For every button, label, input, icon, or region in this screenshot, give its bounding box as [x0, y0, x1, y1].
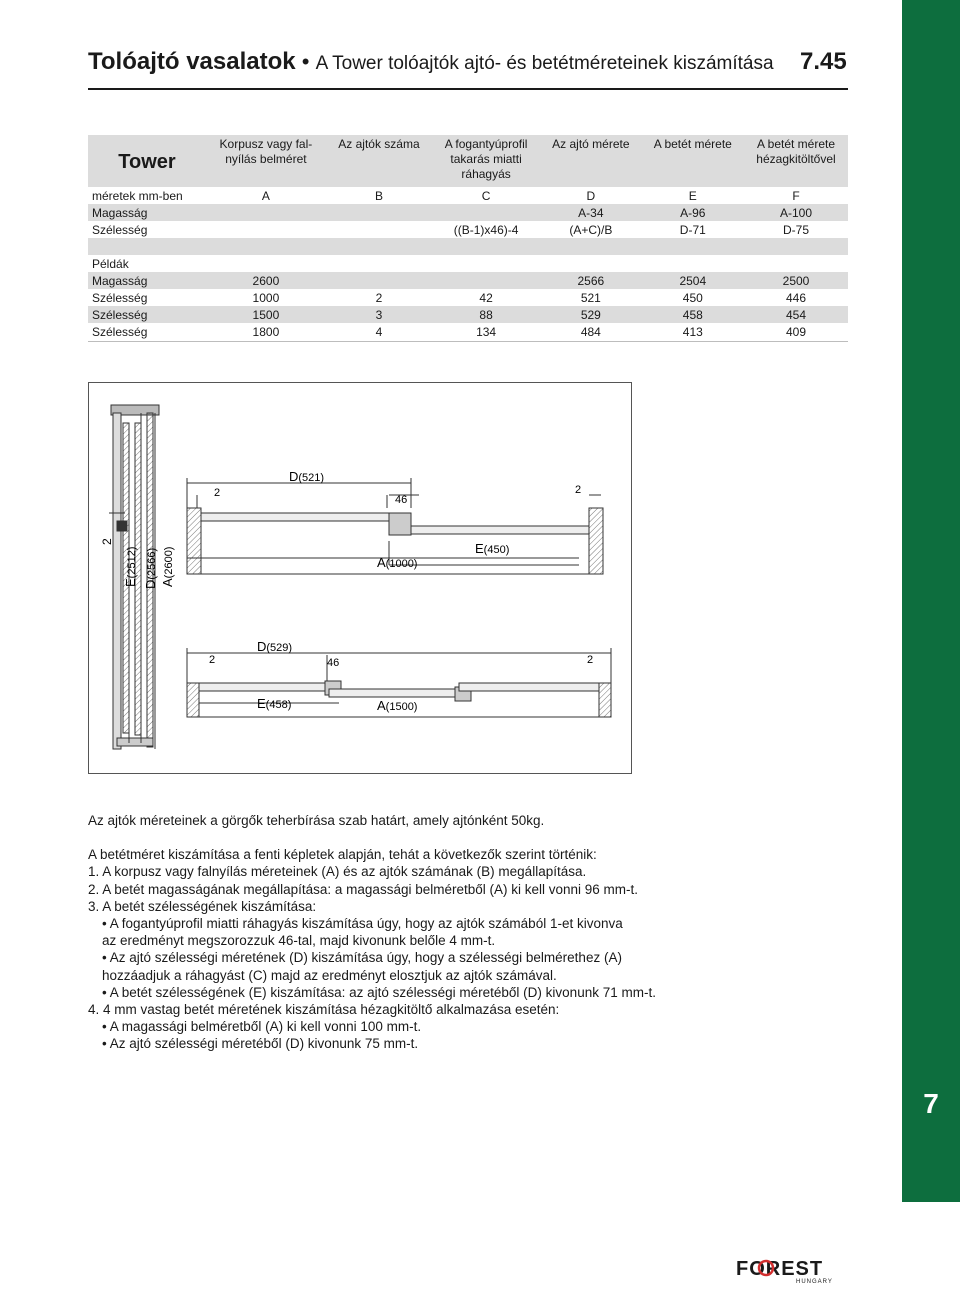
table-row [88, 187, 848, 204]
svg-text:2: 2 [587, 654, 594, 666]
table-cell: 1800 [252, 324, 280, 339]
svg-text:D(521): D(521) [289, 469, 325, 484]
table-header-cell: Az ajtó mérete [540, 135, 642, 187]
row-label: Magasság [92, 205, 148, 220]
table-cell: 454 [785, 307, 806, 322]
table-row [88, 272, 848, 289]
table-cell: 484 [580, 324, 601, 339]
bullet-item-cont: hozzáadjuk a ráhagyást (C) majd az eredményt elosztjuk az ajtók számával. [102, 967, 557, 983]
table-cell: 134 [476, 324, 497, 339]
bullet-item: • A betét szélességének (E) kiszámítása: az ajtó szélességi méretéből (D) kivonunk 71 mm-t. [102, 984, 656, 1000]
row-label: Szélesség [92, 222, 148, 237]
table-cell: A-34 [578, 205, 604, 220]
step-1: 1. A korpusz vagy falnyílás méreteinek (A) és az ajtók számának (B) megállapítása. [88, 864, 587, 880]
body-text [88, 812, 848, 1053]
bullet-item: • A magassági belméretből (A) ki kell vonni 100 mm-t. [102, 1019, 422, 1035]
row-label: Szélesség [92, 290, 148, 305]
technical-drawing [88, 382, 632, 774]
svg-text:E(2512): E(2512) [123, 546, 138, 587]
table-cell: 2500 [782, 273, 810, 288]
table-cell: 2 [375, 290, 383, 305]
step-4: 4. 4 mm vastag betét méretének kiszámítása hézagkitöltő alkalmazása esetén: [88, 1002, 560, 1018]
bullet-item: • A fogantyúprofil miatti ráhagyás kiszámítása úgy, hogy az ajtók számából 1-et kivonva [102, 916, 623, 932]
forest-logo [736, 1258, 852, 1284]
table-cell: A-100 [779, 205, 812, 220]
table-cell: 42 [479, 290, 493, 305]
table-cell: F [792, 188, 800, 203]
table-cell [432, 272, 540, 289]
table-cell [326, 221, 432, 238]
svg-text:D(2566): D(2566) [143, 547, 158, 589]
examples-label: Példák [92, 256, 129, 271]
vert-top-gap: 2 [100, 538, 114, 545]
table-cell: ((B-1)x46)-4 [453, 222, 519, 237]
table-spacer-row [88, 238, 848, 255]
svg-text:FOREST: FOREST [736, 1258, 824, 1280]
table-cell: C [481, 188, 491, 203]
table-cell: 413 [682, 324, 703, 339]
table-cell: 458 [682, 307, 703, 322]
bullet-item: • Az ajtó szélességi méretéből (D) kivonunk 75 mm-t. [102, 1036, 419, 1052]
table-cell: D-75 [782, 222, 809, 237]
side-tab [902, 0, 960, 1202]
drawing-svg [89, 383, 631, 773]
table-cell: 409 [785, 324, 806, 339]
paragraph: Az ajtók méreteinek a görgők teherbírása szab határt, amely ajtónként 50kg. [88, 813, 545, 828]
table-cell [206, 221, 326, 238]
table-header-cell: Az ajtók száma [326, 135, 432, 187]
step-3: 3. A betét szélességének kiszámítása: [88, 898, 317, 914]
table-cell: 529 [580, 307, 601, 322]
page-title [88, 48, 774, 76]
title-subtitle: A Tower tolóajtók ajtó- és betétméreteinek kiszámítása [315, 53, 774, 74]
bottom-plan-labels [209, 639, 593, 713]
table-bottom-rule [88, 341, 848, 342]
table-cell: D [586, 188, 596, 203]
table-cell: 88 [479, 307, 493, 322]
svg-text:E(450): E(450) [475, 541, 510, 556]
table-cell: A [261, 188, 270, 203]
svg-text:2: 2 [209, 654, 216, 666]
table-row [88, 221, 848, 238]
table-row [88, 306, 848, 323]
table-header-cell: A fogantyúprofil takarás miatti ráhagyás [432, 135, 540, 187]
table-header-row [88, 135, 848, 187]
dimension-table [88, 135, 848, 340]
table-cell [326, 204, 432, 221]
table-row [88, 323, 848, 340]
table-cell [432, 204, 540, 221]
row-label: Magasság [92, 273, 148, 288]
svg-text:D(529): D(529) [257, 639, 293, 654]
table-cell: B [374, 188, 383, 203]
svg-text:HUNGARY: HUNGARY [796, 1279, 833, 1284]
table-cell: 2504 [679, 273, 707, 288]
svg-text:A(1000): A(1000) [377, 555, 418, 570]
vert-dim-labels [123, 547, 175, 589]
title-bold: Tolóajtó vasalatok [88, 48, 296, 75]
header-rule [88, 88, 848, 90]
table-cell: 521 [580, 290, 601, 305]
row-label: Szélesség [92, 324, 148, 339]
table-header-cell: A betét mérete hézagkitöltővel [744, 135, 848, 187]
svg-text:46: 46 [327, 657, 340, 669]
bullet-item-cont: az eredményt megszorozzuk 46-tal, majd kivonunk belőle 4 mm-t. [102, 933, 496, 949]
table-cell: 1000 [252, 290, 280, 305]
table-cell: D-71 [679, 222, 706, 237]
table-cell: 2600 [252, 273, 280, 288]
table-cell: 1500 [252, 307, 280, 322]
table-cell: A-96 [680, 205, 706, 220]
bullet-item: • Az ajtó szélességi méretének (D) kiszámítása úgy, hogy a szélességi belmérethez (A) [102, 950, 622, 966]
title-bullet: • [301, 49, 310, 74]
table-cell [326, 272, 432, 289]
table-row [88, 204, 848, 221]
table-cell: (A+C)/B [569, 222, 613, 237]
step-2: 2. A betét magasságának megállapítása: a magassági belméretből (A) ki kell vonni 96 mm-t. [88, 881, 639, 897]
row-label: Szélesség [92, 307, 148, 322]
svg-text:2: 2 [214, 487, 221, 499]
side-tab-number: 7 [923, 1088, 939, 1119]
table-cell: 2566 [577, 273, 605, 288]
svg-text:46: 46 [395, 494, 408, 506]
svg-text:2: 2 [575, 484, 582, 496]
row-label: méretek mm-ben [92, 188, 183, 203]
paragraph: A betétméret kiszámítása a fenti képletek alapján, tehát a következők szerint történik: [88, 847, 597, 863]
svg-text:A(2600): A(2600) [160, 546, 175, 587]
examples-row [88, 255, 848, 272]
table-header-cell: A betét mérete [642, 135, 744, 187]
table-cell [206, 204, 326, 221]
svg-text:A(1500): A(1500) [377, 698, 418, 713]
table-header-cell: Korpusz vagy fal- nyílás belméret [206, 135, 326, 187]
logo-svg [736, 1258, 852, 1284]
table-row [88, 289, 848, 306]
table-brand: Tower [88, 135, 206, 187]
table-cell: 450 [682, 290, 703, 305]
table-cell: 3 [375, 307, 383, 322]
page-code: 7.45 [800, 48, 847, 75]
svg-text:E(458): E(458) [257, 696, 292, 711]
table-cell: 4 [375, 324, 383, 339]
table-cell: 446 [785, 290, 806, 305]
table-cell: E [688, 188, 697, 203]
